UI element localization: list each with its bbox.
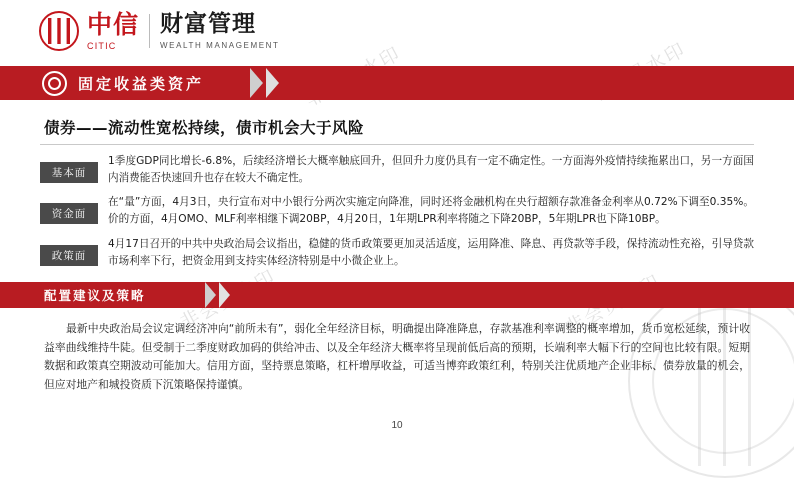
chevron-decoration: [205, 282, 230, 308]
summary-text: 最新中央政治局会议定调经济冲向“前所未有”，弱化全年经济目标，明确提出降准降息，存款基准利率调整的概率增加，货币宽松延续，预计收益率曲线维持牛陡。但受制于二季度财政加码的供给冲击、以及全年经济大概率将呈现前低后高的预期，长端利率大幅下行的空间也比较有限。短期数据和政策真空期波动可能加大。信用方面，坚持票息策略，杠杆增厚收益，可适当博弈政策红利，特别关注优质地产企业非标、债券放量的机会，但应对地产和城投资质下沉策略保持谨慎。: [44, 321, 750, 391]
target-circle-icon: [42, 71, 67, 96]
chevron-decoration: [250, 68, 279, 98]
brand-name-cn: 中信: [87, 9, 140, 39]
brand-logo: [38, 10, 280, 52]
summary-section: [0, 320, 794, 394]
article-heading: 债券——流动性宽松持续，债市机会大于风险: [44, 119, 365, 137]
wealth-management-cn: 财富管理: [160, 11, 257, 38]
page-number: 10: [391, 420, 403, 431]
content-block: [40, 236, 754, 270]
block-text: 4月17日召开的中共中央政治局会议指出，稳健的货币政策要更加灵活适度，运用降准、降息、再贷款等手段，保持流动性充裕，引导贷款市场利率下行，把资金用到支持实体经济特别是中小微企业上。: [108, 237, 754, 267]
section-banner-allocation-advice: [0, 282, 794, 308]
citic-logo-icon: [38, 10, 80, 52]
block-tag: 政策面: [40, 245, 98, 266]
slide-content: [0, 116, 794, 270]
content-block: [40, 194, 754, 228]
block-text: 在“量”方面，4月3日，央行宣布对中小银行分两次实施定向降准，同时还将金融机构在央行超额存款准备金利率从0.72%下调至0.35%。价的方面，4月OMO、MLF利率相继下调20BP，4月20日，1年期LPR利率将随之下降20BP，5年期LPR也下降10BP。: [108, 196, 754, 226]
slide-header: [0, 0, 794, 62]
wealth-management-en: WEALTH MANAGEMENT: [160, 40, 280, 50]
block-text: 1季度GDP同比增长-6.8%，后续经济增长大概率触底回升，但回升力度仍具有一定不确定性。一方面海外疫情持续拖累出口，另一方面国内消费能否快速回升也存在较大不确定性。: [108, 155, 754, 185]
brand-name-en: CITIC: [87, 40, 117, 51]
block-tag: 资金面: [40, 203, 98, 224]
section-title: 固定收益类资产: [78, 74, 205, 93]
section-title-2: 配置建议及策略: [44, 287, 146, 303]
logo-divider: [149, 14, 150, 48]
content-block: [40, 153, 754, 187]
heading-rule: [40, 144, 754, 145]
block-tag: 基本面: [40, 162, 98, 183]
section-banner-fixed-income: [0, 66, 794, 100]
